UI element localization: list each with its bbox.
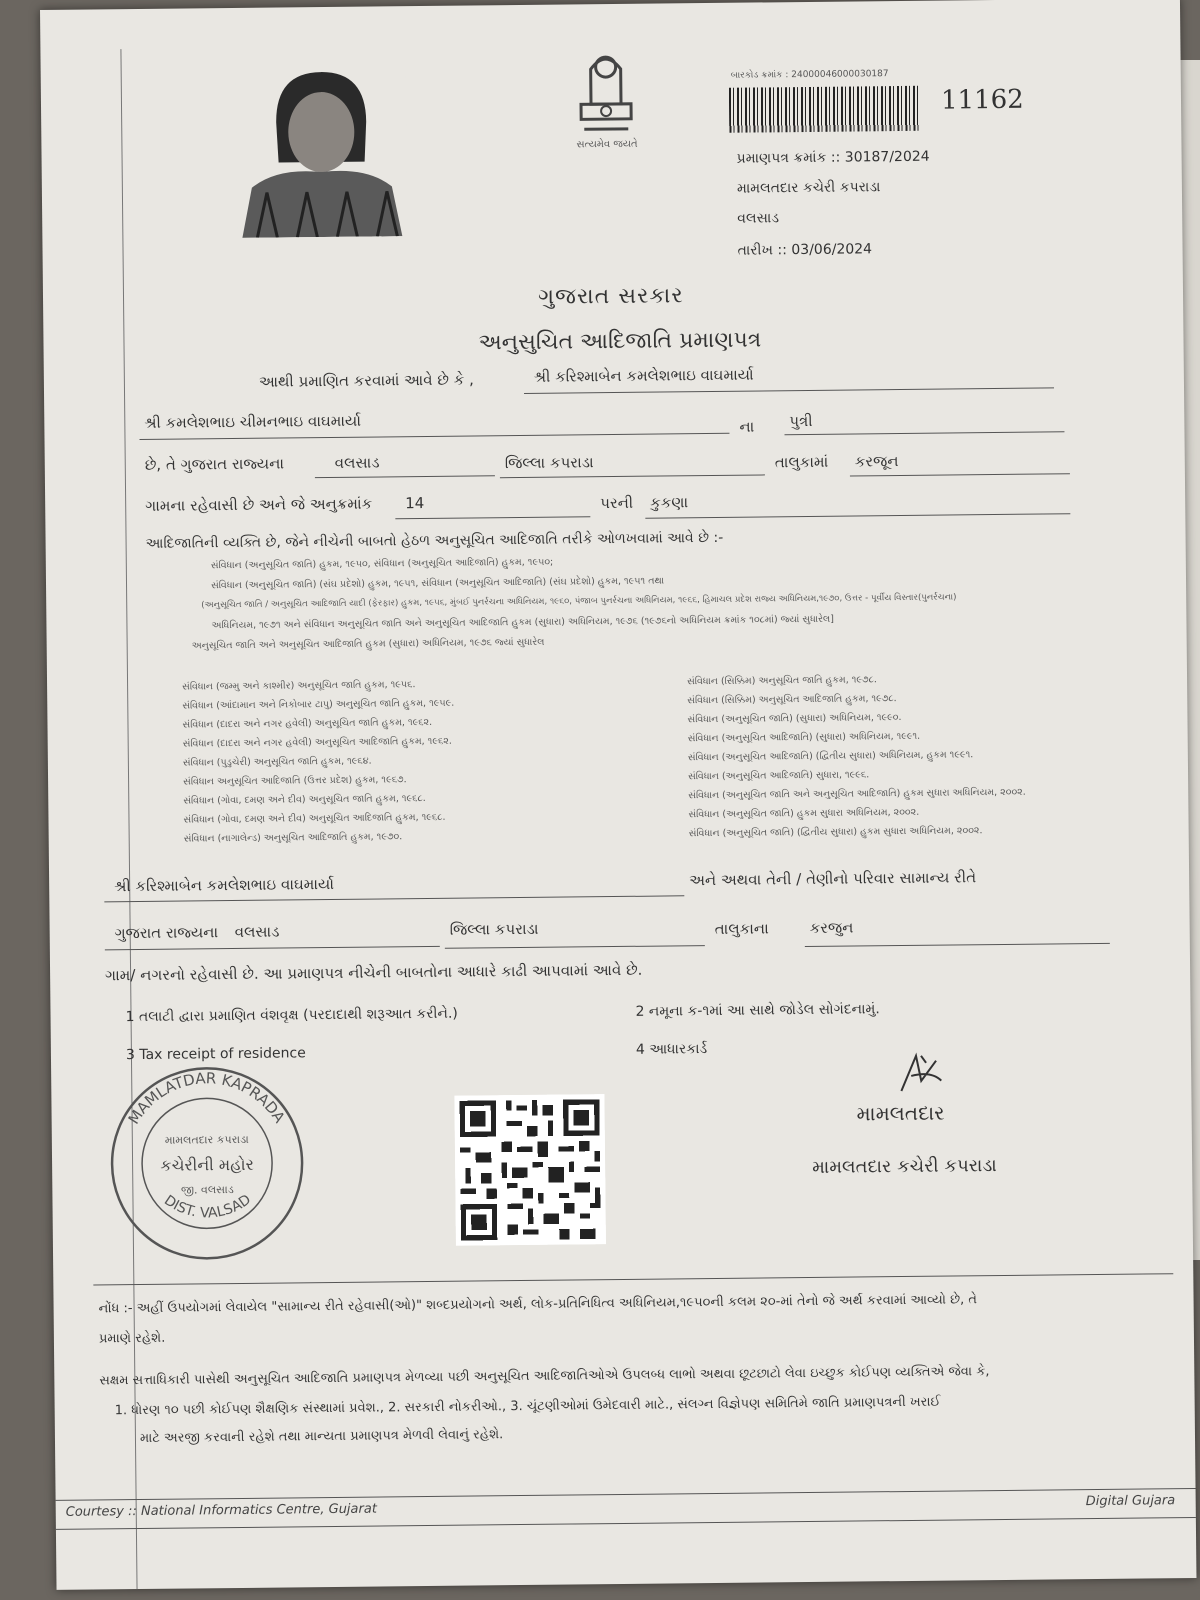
- certificate-title: અનુસુચિત આદિજાતિ પ્રમાણપત્ર: [478, 327, 762, 356]
- document-item: 4 આધારકાર્ડ: [635, 1041, 708, 1058]
- order-left: સંવિધાન (આંદામાન અને નિકોબાર ટાપુ) અનુસૂચિત જાતિ હુકમ, ૧૯૫૯.: [182, 697, 455, 712]
- document-item: 1 તલાટી દ્વારા પ્રમાણિત વંશવૃક્ષ (પરદાદાથી શરૂઆત કરીને.): [125, 1005, 458, 1026]
- issue-date: તારીખ :: 03/06/2024: [737, 241, 873, 259]
- order-right: સંવિધાન (અનુસૂચિત આદિજાતિ) સુધારા, ૧૯૯૬.: [688, 769, 870, 783]
- seal-inner-text-3: જી. વલસાડ: [180, 1183, 234, 1197]
- tribe-label: પરની: [600, 493, 634, 513]
- order-left: સંવિધાન (દાદરા અને નગર હવેલી) અનુસૂચિત જાતિ હુકમ, ૧૯૬૨.: [182, 716, 433, 731]
- note-1: નોંધ :- અહીં ઉપયોગમાં લેવાયેલ "સામાન્ય રીતે રહેવાસી(ઓ)" શબ્દપ્રયોગનો અર્થ, લોક-પ્રતિનિધિત્વ અધિનિયમ,૧૯૫૦ની કલમ ૨૦-માં તેનો જે અર્થ કરવામાં આવ્યો છે, તે: [98, 1292, 978, 1317]
- state-label: છે, તે ગુજરાત રાજ્યના: [144, 454, 285, 474]
- issuing-office: મામલતદાર કચેરી કપરાડા: [736, 179, 881, 197]
- order-left: સંવિધાન (પુડુચેરી) અનુસૂચિત જાતિ હુકમ, ૧૯૬૪.: [182, 755, 372, 769]
- seal-inner-text-2: કચેરીની મહોર: [160, 1154, 254, 1175]
- note-1b: પ્રમાણે રહેશે.: [98, 1330, 166, 1347]
- document-item: 3 Tax receipt of residence: [125, 1045, 306, 1064]
- district-text: વલસાડ: [234, 922, 280, 942]
- law-line: (અનુસૂચિત જાતિ / અનુસૂચિત આદિજાતિ યાદી (ફેરફાર) હુકમ, ૧૯૫૬, મુંબઈ પુનર્રચના અધિનિયમ, ૧૯૬૦, પંજાબ પુનર્રચના અધિનિયમ, ૧૯૬૬, હિમાચલ પ્રદેશ રાજ્ય અધિનિયમ,૧૯૭૦, ઉત્તર - પૂર્વીય વિસ્તાર(પુનર્રચના): [201, 592, 957, 611]
- note-3b: માટે અરજી કરવાની રહેશે તથા માન્યતા પ્રમાણપત્ર મેળવી લેવાનું રહેશે.: [139, 1427, 504, 1447]
- tribe-name: કુકણા: [650, 493, 689, 512]
- relation: પુત્રી: [789, 411, 813, 431]
- seal-inner-text-1: મામલતદાર કપરાડા: [164, 1132, 249, 1147]
- state-text: ગુજરાત રાજ્યના: [114, 923, 219, 943]
- note-2: સક્ષમ સત્તાધિકારી પાસેથી અનુસૂચિત આદિજાતિ પ્રમાણપત્ર મેળવ્યા પછી અનુસૂચિત આદિજાતિઓએ ઉપલબ્ધ લાભો અથવા છૂટછાટો લેવા ઇચ્છુક કોઈપણ વ્યક્તિએ જેવા કે,: [99, 1364, 990, 1389]
- na-label: ના: [739, 417, 755, 436]
- order-left: સંવિધાન (દાદરા અને નગર હવેલી) અનુસૂચિત આદિજાતિ હુકમ, ૧૯૬૨.: [182, 735, 452, 750]
- law-line: અધિનિયમ, ૧૯૭૧ અને સંવિધાન અનુસૂચિત જાતિ અને અનુસૂચિત આદિજાતિ હુકમ (સુધારા) અધિનિયમ, ૧૯૭૬ (૧૯૭૬નો અધિનિયમ ક્રમાંક ૧૦૮માં) જ્યાં સુધારેલ]: [211, 613, 834, 632]
- document-item: 2 નમૂના ક-૧માં આ સાથે જોડેલ સોગંદનામું.: [635, 1001, 880, 1020]
- issuing-district: વલસાડ: [737, 210, 780, 227]
- certificate-page: [40, 0, 1196, 1590]
- seal-outer-text: MAMLATDAR KAPRADA: [124, 1069, 289, 1128]
- office-seal: [101, 1057, 313, 1269]
- applicant-photo: [236, 66, 408, 238]
- law-line: સંવિધાન (અનુસૂચિત જાતિ) (સંઘ પ્રદેશો) હુકમ, ૧૯૫૧, સંવિધાન (અનુસૂચિત આદિજાતિ) (સંઘ પ્રદેશો) હુકમ, ૧૯૫૧ તથા: [210, 575, 665, 592]
- government-title: ગુજરાત સરકાર: [537, 283, 684, 310]
- village-value: કરજૂન: [854, 452, 899, 471]
- certificate-number: પ્રમાણપત્ર ક્રમાંક :: 30187/2024: [736, 148, 930, 167]
- order-right: સંવિધાન (અનુસૂચિત આદિજાતિ) (સુધારા) અધિનિયમ, ૧૯૯૧.: [687, 730, 921, 745]
- district-label-2: જિલ્લા કપરાડા: [449, 919, 539, 939]
- order-right: સંવિધાન (અનુસૂચિત આદિજાતિ) (દ્વિતીય સુધારા) અધિનિયમ, હુકમ ૧૯૯૧.: [687, 749, 974, 764]
- signatory-title: મામલતદાર: [856, 1100, 945, 1126]
- note-3: 1. ધોરણ ૧૦ પછી કોઈપણ શૈક્ષણિક સંસ્થામાં પ્રવેશ., 2. સરકારી નોકરીઓ., 3. ચૂંટણીઓમાં ઉમેદવારી માટે., સંલગ્ન વિજ્ઞેપણ સમિતિમે જાતિ પ્રમાણપત્રની ખરાઈ: [114, 1394, 941, 1419]
- qr-code: [454, 1094, 606, 1246]
- order-right: સંવિધાન (અનુસૂચિત જાતિ) (દ્વિતીય સુધારા) હુકમ સુધારા અધિનિયમ, ૨૦૦૨.: [688, 825, 983, 840]
- basis-text: ગામ/ નગરનો રહેવાસી છે. આ પ્રમાણપત્ર નીચેની બાબતોના આધારે કાઢી આપવામાં આવે છે.: [105, 960, 643, 985]
- order-left: સંવિધાન (નાગાલેન્ડ) અનુસૂચિત આદિજાતિ હુકમ, ૧૯૭૦.: [183, 831, 403, 845]
- order-right: સંવિધાન (સિક્કિમ) અનુસૂચિત આદિજાતિ હુકમ, ૧૯૭૮.: [687, 693, 897, 707]
- serial-number: 14: [405, 494, 425, 513]
- seal-bottom-text: DIST. VALSAD: [161, 1191, 254, 1222]
- order-left: સંવિધાન (ગોવા, દમણ અને દીવ) અનુસૂચિત આદિજાતિ હુકમ, ૧૯૬૮.: [183, 811, 446, 826]
- intro-text: આથી પ્રમાણિત કરવામાં આવે છે કે ,: [258, 370, 474, 391]
- father-name: શ્રી કમલેશભાઇ ચીમનભાઇ વાઘમાર્યા: [144, 411, 362, 432]
- district-value: વલસાડ: [334, 453, 380, 472]
- taluka-label-2: તાલુકાના: [714, 919, 769, 938]
- handwritten-number: 11162: [940, 84, 1024, 116]
- district-label: જિલ્લા કપરાડા: [504, 453, 594, 473]
- village-text: કરજુન: [809, 918, 854, 937]
- taluka-label: તાલુકામાં: [774, 452, 829, 472]
- order-right: સંવિધાન (અનુસૂચિત જાતિ) હુકમ સુધારા અધિનિયમ, ૨૦૦૨.: [688, 806, 920, 821]
- footer-courtesy: Courtesy :: National Informatics Centre, Gujarat: [65, 1501, 377, 1520]
- law-line: સંવિધાન (અનુસૂચિત જાતિ) હુકમ, ૧૯૫૦, સંવિધાન (અનુસૂચિત આદિજાતિ) હુકમ, ૧૯૫૦;: [210, 556, 554, 572]
- applicant-name-repeat: શ્રી કરિશ્માબેન કમલેશભાઇ વાઘમાર્યા: [114, 874, 335, 896]
- recognized-text: આદિજાતિની વ્યક્તિ છે, જેને નીચેની બાબતો હેઠળ અનુસૂચિત આદિજાતિ તરીકે ઓળખવામાં આવે છે :-: [145, 529, 724, 552]
- emblem-caption: સત્યમેવ જયતે: [576, 138, 638, 151]
- family-text: અને અથવા તેની / તેણીનો પરિવાર સામાન્ય રીતે: [689, 868, 977, 890]
- footer-brand: Digital Gujara: [1085, 1493, 1176, 1510]
- order-right: સંવિધાન (અનુસૂચિત જાતિ) (સુધારા) અધિનિયમ, ૧૯૯૦.: [687, 712, 902, 726]
- barcode-number: બારકોડ ક્રમાંક : 24000046000030187: [730, 69, 889, 81]
- order-right: સંવિધાન (સિક્કિમ) અનુસૂચિત જાતિ હુકમ, ૧૯૭૮.: [687, 674, 877, 688]
- resident-label: ગામના રહેવાસી છે અને જે અનુક્રમાંક: [145, 494, 373, 515]
- law-line: અનુસૂચિત જાતિ અને અનુસૂચિત આદિજાતિ હુકમ (સુધારા) અધિનિયમ, ૧૯૭૬ જ્યાં સુધારેલ: [191, 636, 545, 652]
- barcode: [729, 86, 919, 133]
- signatory-office: મામલતદાર કચેરી કપરાડા: [812, 1155, 997, 1178]
- order-left: સંવિધાન અનુસૂચિત આદિજાતિ (ઉત્તર પ્રદેશ) હુકમ, ૧૯૬૭.: [183, 774, 407, 788]
- order-left: સંવિધાન (જમ્મુ અને કાશ્મીર) અનુસૂચિત જાતિ હુકમ, ૧૯૫૬.: [182, 679, 416, 693]
- order-right: સંવિધાન (અનુસૂચિત જાતિ અને અનુસૂચિત આદિજાતિ) હુકમ સુધારા અધિનિયમ, ૨૦૦૨.: [688, 786, 1026, 802]
- signature: [891, 1051, 952, 1102]
- applicant-name: શ્રી કરિશ્માબેન કમલેશભાઇ વાઘમાર્યા: [533, 365, 754, 386]
- order-left: સંવિધાન (ગોવા, દમણ અને દીવ) અનુસૂચિત જાતિ હુકમ, ૧૯૬૮.: [183, 793, 426, 807]
